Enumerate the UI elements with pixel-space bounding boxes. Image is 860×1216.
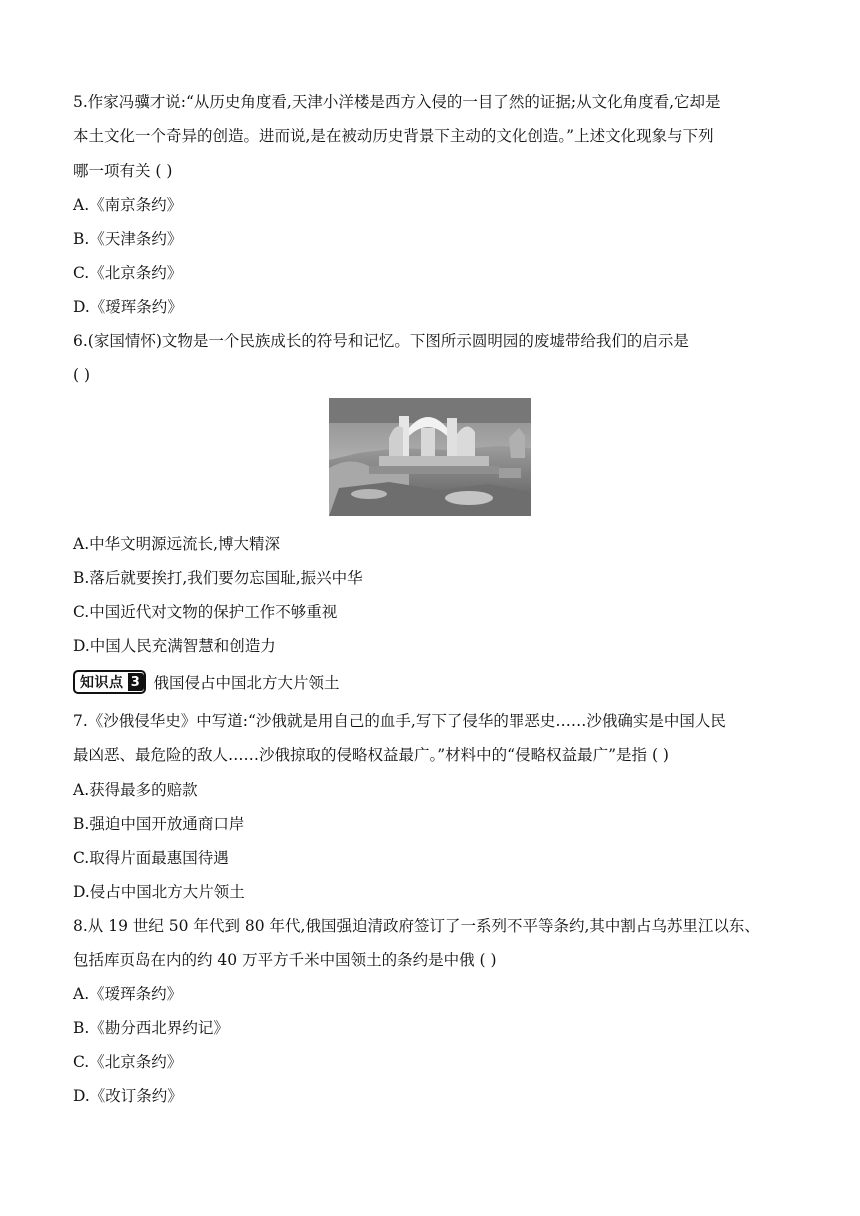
q7-stem-line-2: 最凶恶、最危险的敌人……沙俄掠取的侵略权益最广。”材料中的“侵略权益最广”是指 ( )	[73, 746, 669, 764]
knowledge-point-heading	[73, 670, 340, 694]
q7-option-a: A.获得最多的赔款	[73, 781, 198, 799]
q5-stem-line-3: 哪一项有关 ( )	[73, 162, 173, 180]
section-title: 俄国侵占中国北方大片领土	[153, 674, 340, 692]
q5-stem-line-1: 5.作家冯骥才说:“从历史角度看,天津小洋楼是西方入侵的一目了然的证据;从文化角度看,它却是	[73, 93, 721, 111]
q5-option-a: A.《南京条约》	[73, 196, 183, 214]
q8-option-d: D.《改订条约》	[73, 1087, 183, 1105]
knowledge-point-badge	[73, 670, 146, 694]
q6-option-b: B.落后就要挨打,我们要勿忘国耻,振兴中华	[73, 569, 363, 587]
q8-stem-line-2: 包括库页岛在内的约 40 万平方千米中国领土的条约是中俄 ( )	[73, 951, 497, 969]
badge-label: 知识点	[80, 675, 124, 691]
q6-option-c: C.中国近代对文物的保护工作不够重视	[73, 603, 338, 621]
q8-option-c: C.《北京条约》	[73, 1053, 183, 1071]
q5-stem-line-2: 本土文化一个奇异的创造。进而说,是在被动历史背景下主动的文化创造。”上述文化现象与下列	[73, 127, 714, 145]
q8-option-a: A.《瑷珲条约》	[73, 985, 183, 1003]
q6-option-d: D.中国人民充满智慧和创造力	[73, 637, 276, 655]
q8-stem-line-1: 8.从 19 世纪 50 年代到 80 年代,俄国强迫清政府签订了一系列不平等条约,其中割占乌苏里江以东、	[73, 917, 760, 935]
q5-option-c: C.《北京条约》	[73, 264, 183, 282]
q7-option-d: D.侵占中国北方大片领土	[73, 883, 245, 901]
q8-option-b: B.《勘分西北界约记》	[73, 1019, 229, 1037]
badge-number: 3	[128, 673, 144, 691]
q6-stem-line-2: ( )	[73, 366, 91, 384]
q6-stem-line-1: 6.(家国情怀)文物是一个民族成长的符号和记忆。下图所示圆明园的废墟带给我们的启示是	[73, 332, 689, 350]
q7-option-b: B.强迫中国开放通商口岸	[73, 815, 245, 833]
q7-stem-line-1: 7.《沙俄侵华史》中写道:“沙俄就是用自己的血手,写下了侵华的罪恶史……沙俄确实是中国人民	[73, 712, 726, 730]
q7-option-c: C.取得片面最惠国待遇	[73, 849, 229, 867]
q6-option-a: A.中华文明源远流长,博大精深	[73, 535, 281, 553]
yuanmingyuan-ruins-photo	[329, 398, 531, 516]
q5-option-d: D.《瑷珲条约》	[73, 298, 183, 316]
q5-option-b: B.《天津条约》	[73, 230, 183, 248]
